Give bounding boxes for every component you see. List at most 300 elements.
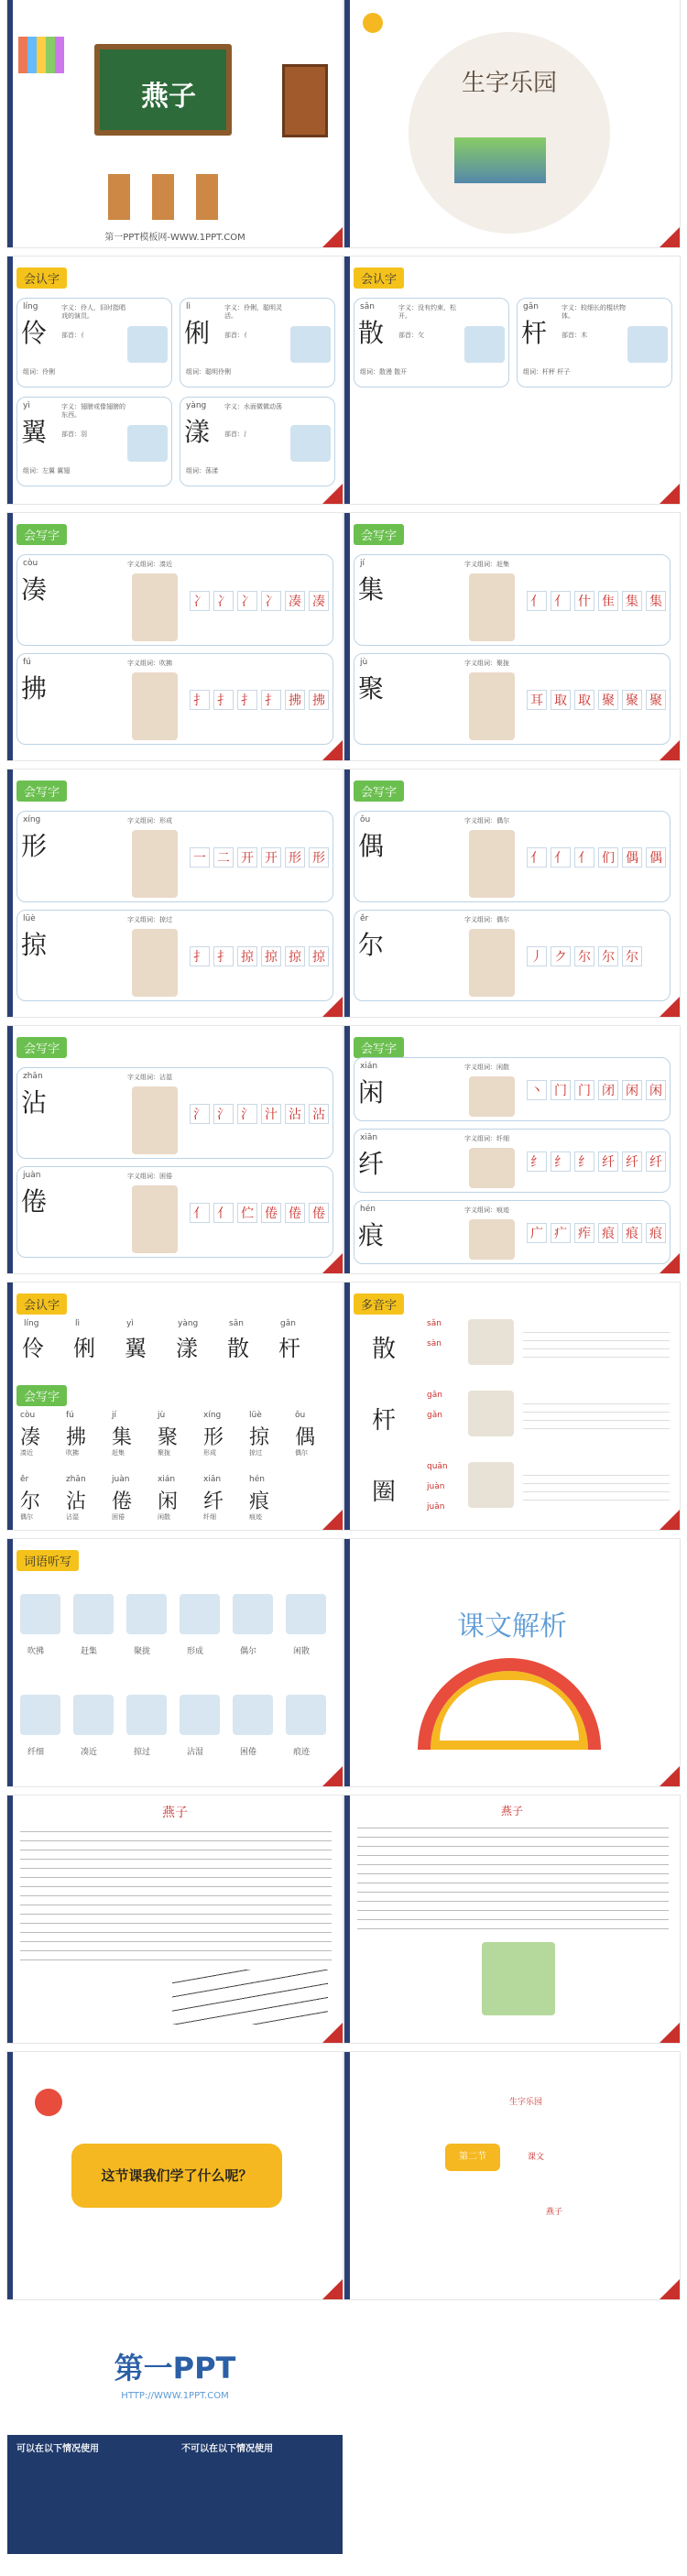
- stroke-box: 伫: [237, 1203, 257, 1223]
- slide-edge: [344, 1283, 350, 1530]
- character: 倦: [112, 1490, 133, 1513]
- character: 掠: [249, 1426, 270, 1449]
- illustration: [469, 672, 515, 740]
- stroke-box: 丿: [527, 946, 547, 966]
- slide-edge: [344, 0, 350, 247]
- word: 聚拢: [158, 1449, 170, 1457]
- character: 尔: [20, 1490, 41, 1513]
- character: 杆: [278, 1336, 300, 1361]
- circle-frame: [409, 32, 610, 234]
- question-slide[interactable]: [7, 2052, 343, 2299]
- slide-edge: [7, 0, 13, 247]
- stroke-box: 纟: [574, 1152, 594, 1172]
- pinyin: xiān: [203, 1475, 222, 1484]
- slide-edge: [344, 257, 350, 504]
- dictation-slide[interactable]: [7, 1539, 343, 1786]
- word: 纤细: [27, 1748, 45, 1757]
- stroke-box: 闲: [646, 1080, 666, 1100]
- illustration: [132, 1185, 178, 1253]
- reading: sàn: [427, 1339, 442, 1348]
- section-tag: 会写字: [354, 1037, 404, 1058]
- stroke-box: 氵: [190, 1104, 210, 1124]
- word: 闲散: [293, 1647, 311, 1656]
- word: 闲散: [158, 1513, 170, 1521]
- write-card: [354, 811, 671, 902]
- stroke-box: 拂: [309, 690, 329, 710]
- slide-corner: [660, 1510, 680, 1530]
- illustration: [132, 929, 178, 997]
- character: 尔: [358, 930, 385, 960]
- students-icon: [108, 174, 218, 220]
- question-text: 这节课我们学了什么呢？: [101, 2167, 253, 2184]
- write-card: [354, 653, 671, 745]
- pinyin: jù: [158, 1411, 166, 1420]
- pinyin: yì: [126, 1319, 134, 1328]
- character: 伶: [21, 318, 48, 348]
- character: 集: [358, 574, 385, 605]
- illustration: [180, 1695, 220, 1735]
- stroke-box: ク: [551, 946, 571, 966]
- illustration: [627, 326, 668, 363]
- rainbow-icon: [418, 1658, 601, 1750]
- character: 纤: [358, 1149, 385, 1179]
- stroke-box: 偶: [622, 847, 642, 868]
- word: 偶尔: [295, 1449, 308, 1457]
- write-slide[interactable]: [344, 1026, 680, 1273]
- recognize-slide[interactable]: [344, 257, 680, 504]
- stroke-box: 掠: [309, 946, 329, 966]
- write-card: [354, 910, 671, 1001]
- character: 伶: [22, 1336, 44, 1361]
- pinyin: jù: [360, 658, 368, 667]
- write-slide[interactable]: [344, 513, 680, 760]
- stroke-box: 掠: [261, 946, 281, 966]
- illustration: [290, 326, 331, 363]
- map-center: 第二节: [445, 2144, 500, 2171]
- stroke-box: 聚: [646, 690, 666, 710]
- mindmap-slide[interactable]: [344, 2052, 680, 2299]
- pinyin: yàng: [178, 1319, 199, 1328]
- slide-edge: [344, 1026, 350, 1273]
- word-example: 字义组词：偶尔: [464, 817, 509, 824]
- character: 倦: [21, 1186, 48, 1217]
- slide-corner: [660, 227, 680, 247]
- recognize-slide[interactable]: [7, 257, 343, 504]
- radical: 部首：亻: [224, 332, 250, 339]
- stroke-box: 倦: [261, 1203, 281, 1223]
- stroke-box: 一: [190, 847, 210, 868]
- pinyin: lüè: [23, 914, 36, 923]
- stroke-box: 掠: [237, 946, 257, 966]
- word-example: 字义组词：痕迹: [464, 1206, 509, 1214]
- stroke-box: 尔: [622, 946, 642, 966]
- pinyin: juàn: [23, 1171, 41, 1180]
- character: 散: [372, 1336, 397, 1363]
- stroke-box: 扌: [190, 946, 210, 966]
- slide-edge: [7, 2052, 13, 2299]
- polyphone-slide[interactable]: [344, 1283, 680, 1530]
- stroke-box: 倦: [285, 1203, 305, 1223]
- stroke-box: 痕: [646, 1223, 666, 1243]
- illustration: [127, 326, 168, 363]
- character: 沾: [66, 1490, 87, 1513]
- map-node: 课文: [528, 2153, 545, 2162]
- character: 聚: [158, 1426, 179, 1449]
- word-example: 字义组词：偶尔: [464, 916, 509, 923]
- stroke-box: 耳: [527, 690, 547, 710]
- character: 形: [21, 831, 48, 861]
- willow-illustration: [482, 1942, 555, 2015]
- word-example: 字义组词：聚拢: [464, 660, 509, 667]
- illustration: [20, 1594, 60, 1634]
- word-example: 字义组词：形成: [127, 817, 172, 824]
- section-tag: 会写字: [16, 1385, 67, 1406]
- word: 赶集: [81, 1647, 98, 1656]
- slide-corner: [660, 2023, 680, 2043]
- character: 翼: [125, 1336, 147, 1361]
- map-node: 生字乐园: [509, 2098, 543, 2107]
- write-card: [354, 1200, 671, 1264]
- illustration: [286, 1695, 326, 1735]
- footer-text: 第一PPT模板网-WWW.1PPT.COM: [104, 233, 245, 243]
- pinyin: xíng: [203, 1411, 222, 1420]
- illustration: [290, 425, 331, 462]
- slide-edge: [7, 257, 13, 504]
- radical: 部首：羽: [61, 431, 87, 438]
- pinyin: hén: [360, 1205, 376, 1214]
- pinyin: gǎn: [523, 302, 539, 311]
- stroke-box: 倦: [309, 1203, 329, 1223]
- char-card: [180, 298, 335, 387]
- stroke-box: 沾: [285, 1104, 305, 1124]
- title-slide[interactable]: [7, 0, 343, 247]
- word-example: 字义组词：凑近: [127, 561, 172, 568]
- stroke-box: 冫: [190, 591, 210, 611]
- stroke-box: 二: [213, 847, 234, 868]
- word-example: 字义组词：困倦: [127, 1173, 172, 1180]
- stroke-box: 氵: [237, 1104, 257, 1124]
- stroke-box: 门: [551, 1080, 571, 1100]
- stroke-box: 尔: [598, 946, 618, 966]
- stroke-box: 开: [261, 847, 281, 868]
- brand-footer: [7, 2318, 343, 2574]
- stroke-box: 取: [551, 690, 571, 710]
- can-use-title: 可以在以下情况使用: [16, 2444, 99, 2454]
- illustration: [468, 1319, 514, 1365]
- section-tag: 会写字: [354, 524, 404, 545]
- stroke-box: 们: [598, 847, 618, 868]
- stroke-box: 纤: [598, 1152, 618, 1172]
- illustration: [132, 830, 178, 898]
- passage-text: [357, 1819, 669, 1929]
- review-slide[interactable]: [7, 1283, 343, 1530]
- pinyin: jí: [360, 559, 365, 568]
- illustration: [132, 573, 178, 641]
- slide-edge: [344, 1796, 350, 2043]
- character: 漾: [176, 1336, 198, 1361]
- words: 组词：荡漾: [186, 467, 218, 475]
- word: 形成: [187, 1647, 204, 1656]
- stroke-box: 冫: [261, 591, 281, 611]
- meaning: 字义：没有约束，松开。: [398, 304, 456, 321]
- write-slide[interactable]: [7, 770, 343, 1017]
- stroke-box: 闭: [598, 1080, 618, 1100]
- slide-title: 课文解析: [457, 1610, 567, 1643]
- illustration: [233, 1695, 273, 1735]
- passage-title: 燕子: [162, 1806, 188, 1820]
- radical: 部首：亻: [61, 332, 87, 339]
- stroke-box: 亻: [551, 847, 571, 868]
- character: 凑: [21, 574, 48, 605]
- passage-text: [20, 1823, 332, 1960]
- illustration: [469, 573, 515, 641]
- pinyin: xíng: [23, 815, 41, 824]
- stroke-box: 氵: [213, 1104, 234, 1124]
- pinyin: hén: [249, 1475, 265, 1484]
- stroke-box: 痕: [598, 1223, 618, 1243]
- radical: 部首：攵: [398, 332, 424, 339]
- character: 杆: [372, 1407, 397, 1435]
- stroke-box: 集: [622, 591, 642, 611]
- slide-edge: [344, 513, 350, 760]
- stroke-box: 拂: [285, 690, 305, 710]
- illustration: [73, 1695, 114, 1735]
- pinyin: lüè: [249, 1411, 262, 1420]
- stroke-box: 汁: [261, 1104, 281, 1124]
- section-tag: 词语听写: [16, 1550, 79, 1571]
- explanation-lines: [523, 1468, 670, 1504]
- stroke-box: 形: [309, 847, 329, 868]
- slide-edge: [7, 513, 13, 760]
- words: 组词：伶俐: [23, 368, 55, 376]
- pinyin: gǎn: [280, 1319, 296, 1328]
- slide-edge: [344, 2052, 350, 2299]
- slide-title: 生字乐园: [461, 70, 557, 97]
- owl-books-icon: [454, 137, 546, 183]
- slide-corner: [322, 1510, 343, 1530]
- illustration: [469, 1219, 515, 1260]
- section-tag: 会写字: [16, 524, 67, 545]
- illustration: [464, 326, 505, 363]
- word: 凑近: [81, 1748, 98, 1757]
- character: 形: [203, 1426, 224, 1449]
- slide-corner: [660, 2279, 680, 2299]
- pinyin: fú: [66, 1411, 74, 1420]
- stroke-box: 门: [574, 1080, 594, 1100]
- write-card: [16, 811, 333, 902]
- word: 困倦: [112, 1513, 125, 1521]
- reading: gǎn: [427, 1411, 442, 1420]
- slide-edge: [7, 770, 13, 1017]
- stroke-box: 纤: [622, 1152, 642, 1172]
- word: 纤细: [203, 1513, 216, 1521]
- section-tag: 会认字: [354, 267, 404, 289]
- reading: juàn: [427, 1482, 445, 1491]
- word: 聚拢: [134, 1647, 151, 1656]
- stroke-box: 亻: [213, 1203, 234, 1223]
- word: 痕迹: [249, 1513, 262, 1521]
- character: 翼: [21, 417, 48, 447]
- character: 俐: [184, 318, 211, 348]
- slide-corner: [322, 2279, 343, 2299]
- balloon-icon: [35, 2089, 62, 2116]
- section-tag: 会写字: [16, 780, 67, 802]
- word: 吹拂: [27, 1647, 45, 1656]
- section-tag: 会认字: [16, 1293, 67, 1315]
- character: 闲: [358, 1077, 385, 1108]
- pinyin: líng: [24, 1319, 39, 1328]
- words: 组词：左翼 翼翅: [23, 467, 71, 475]
- character: 圈: [372, 1479, 397, 1506]
- stroke-box: 痄: [574, 1223, 594, 1243]
- word: 掠过: [249, 1449, 262, 1457]
- slide-edge: [7, 1026, 13, 1273]
- stroke-box: 形: [285, 847, 305, 868]
- meaning: 字义：较细长的棍状物体。: [562, 304, 626, 321]
- illustration: [73, 1594, 114, 1634]
- word: 偶尔: [20, 1513, 33, 1521]
- illustration: [233, 1594, 273, 1634]
- reading: sǎn: [427, 1319, 442, 1328]
- stroke-box: 集: [646, 591, 666, 611]
- character: 集: [112, 1426, 133, 1449]
- write-card: [354, 554, 671, 646]
- section-slide[interactable]: [344, 0, 680, 247]
- stroke-box: 纟: [551, 1152, 571, 1172]
- word: 痕迹: [293, 1748, 311, 1757]
- word: 形成: [203, 1449, 216, 1457]
- pinyin: líng: [23, 302, 38, 311]
- stroke-box: 亻: [190, 1203, 210, 1223]
- illustration: [126, 1695, 167, 1735]
- write-card: [354, 1129, 671, 1193]
- pinyin: juàn: [112, 1475, 130, 1484]
- stroke-box: 凑: [309, 591, 329, 611]
- stroke-box: 亻: [574, 847, 594, 868]
- stroke-box: 隹: [598, 591, 618, 611]
- bookshelf-icon: [282, 64, 328, 137]
- character: 沾: [21, 1087, 48, 1118]
- illustration: [469, 830, 515, 898]
- character: 痕: [358, 1220, 385, 1250]
- char-card: [16, 298, 172, 387]
- stroke-box: 聚: [598, 690, 618, 710]
- word: 凑近: [20, 1449, 33, 1457]
- stroke-box: 冫: [213, 591, 234, 611]
- slide-edge: [7, 1539, 13, 1786]
- passage-title: 燕子: [500, 1805, 523, 1817]
- pinyin: lì: [186, 302, 191, 311]
- slide-edge: [344, 1539, 350, 1786]
- stroke-box: 闲: [622, 1080, 642, 1100]
- word: 沾湿: [66, 1513, 79, 1521]
- sun-icon: [363, 13, 383, 33]
- stroke-box: 扌: [261, 690, 281, 710]
- illustration: [468, 1391, 514, 1436]
- books-icon: [18, 37, 64, 73]
- word-example: 字义组词：吹拂: [127, 660, 172, 667]
- stroke-box: 偶: [646, 847, 666, 868]
- character: 偶: [358, 831, 385, 861]
- pinyin: xián: [360, 1062, 378, 1071]
- stroke-box: 什: [574, 591, 594, 611]
- write-slide[interactable]: [344, 770, 680, 1017]
- word: 掠过: [134, 1748, 151, 1757]
- stroke-box: 取: [574, 690, 594, 710]
- character: 掠: [21, 930, 48, 960]
- illustration: [127, 425, 168, 462]
- character: 闲: [158, 1490, 179, 1513]
- pinyin: ǒu: [295, 1411, 306, 1420]
- word: 赶集: [112, 1449, 125, 1457]
- explanation-lines: [523, 1325, 670, 1361]
- pinyin: ěr: [360, 914, 369, 923]
- illustration: [469, 1076, 515, 1117]
- pinyin: sǎn: [229, 1319, 244, 1328]
- write-slide[interactable]: [7, 513, 343, 760]
- illustration: [132, 1086, 178, 1154]
- stroke-box: 纤: [646, 1152, 666, 1172]
- meaning: 字义：伶俐，聪明灵活。: [224, 304, 282, 321]
- passage-slide[interactable]: [7, 1796, 343, 2043]
- char-card: [180, 397, 335, 486]
- section-tag: 多音字: [354, 1293, 404, 1315]
- char-card: [354, 298, 509, 387]
- slide-corner: [660, 484, 680, 504]
- character: 散: [358, 318, 385, 348]
- pinyin: jí: [112, 1411, 117, 1420]
- stroke-box: 扌: [213, 946, 234, 966]
- illustration: [20, 1695, 60, 1735]
- illustration: [468, 1462, 514, 1508]
- stroke-box: 尔: [574, 946, 594, 966]
- character: 散: [227, 1336, 249, 1361]
- word-example: 字义组词：赶集: [464, 561, 509, 568]
- pinyin: còu: [20, 1411, 36, 1420]
- word: 偶尔: [240, 1647, 257, 1656]
- stroke-box: 疒: [551, 1223, 571, 1243]
- stroke-box: 丶: [527, 1080, 547, 1100]
- illustration: [469, 1148, 515, 1188]
- reading: quān: [427, 1462, 448, 1471]
- write-card: [16, 910, 333, 1001]
- word-example: 字义组词：掠过: [127, 916, 172, 923]
- slide-edge: [344, 770, 350, 1017]
- passage-slide[interactable]: [344, 1796, 680, 2043]
- character: 凑: [20, 1426, 41, 1449]
- slide-corner: [322, 1766, 343, 1786]
- write-card: [16, 653, 333, 745]
- stroke-box: 聚: [622, 690, 642, 710]
- character: 拂: [21, 673, 48, 704]
- analysis-slide[interactable]: [344, 1539, 680, 1786]
- word: 沾湿: [187, 1748, 204, 1757]
- stroke-box: 凑: [285, 591, 305, 611]
- stroke-box: 掠: [285, 946, 305, 966]
- section-tag: 会写字: [16, 1037, 67, 1058]
- slide-edge: [7, 1796, 13, 2043]
- swallows-on-wires: [172, 1970, 328, 2025]
- section-tag: 会认字: [16, 267, 67, 289]
- pinyin: yàng: [186, 401, 207, 410]
- character: 痕: [249, 1490, 270, 1513]
- write-card: [354, 1057, 671, 1121]
- reading: juān: [427, 1502, 445, 1512]
- radical: 部首：氵: [224, 431, 250, 438]
- write-slide[interactable]: [7, 1026, 343, 1273]
- stroke-box: 开: [237, 847, 257, 868]
- character: 偶: [295, 1426, 316, 1449]
